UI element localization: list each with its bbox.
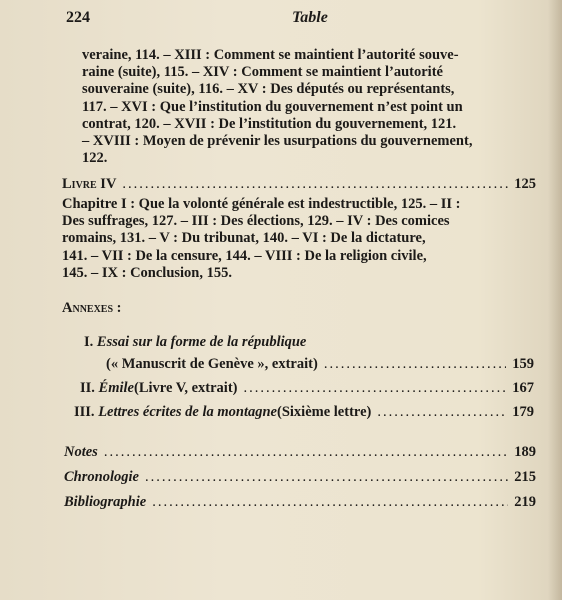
annexe-numeral: I. [84, 334, 94, 350]
annexe-extra: (Sixième lettre) [277, 404, 372, 420]
leader-dots [324, 356, 506, 373]
leader-dots [122, 176, 508, 193]
toc-line: souveraine (suite), 116. – XV : Des députés ou représentants, [82, 81, 455, 98]
back-matter-label: Chronologie [64, 469, 139, 485]
leader-dots [145, 469, 508, 486]
page-ref: 189 [514, 444, 536, 460]
livre4-chapters [62, 196, 510, 282]
page-ref: 125 [514, 176, 536, 192]
annexe-title: Émile [98, 380, 134, 396]
toc-line: raine (suite), 115. – XIV : Comment se maintient l’autorité [82, 64, 443, 81]
toc-entry-bibliographie [64, 494, 536, 511]
toc-line: veraine, 114. – XIII : Comment se maintient l’autorité souve- [82, 47, 459, 63]
leader-dots [152, 494, 508, 511]
annexe-item-i-sub [106, 356, 534, 373]
page-ref: 159 [512, 356, 534, 372]
annexe-item-ii [80, 380, 534, 397]
back-matter-label: Bibliographie [64, 494, 147, 510]
toc-line: contrat, 120. – XVII : De l’institution du gouvernement, 121. [82, 115, 457, 132]
page-number: 224 [66, 9, 90, 26]
toc-line: Chapitre I : Que la volonté générale est indestructible, 125. – II : [62, 196, 461, 212]
back-matter-label: Notes [64, 444, 98, 460]
section-title: Livre IV [62, 176, 117, 192]
annexe-subtitle: (« Manuscrit de Genève », extrait) [106, 356, 318, 372]
annexes-heading: Annexes : [62, 300, 122, 316]
leader-dots [377, 404, 506, 421]
annexe-numeral: III. [74, 404, 95, 420]
running-title: Table [292, 9, 328, 26]
livre3-tail-paragraph [82, 47, 506, 167]
toc-line: 122. [82, 150, 108, 167]
toc-entry-chronologie [64, 469, 536, 486]
annexe-extra: (Livre V, extrait) [134, 380, 238, 396]
toc-line: 141. – VII : De la censure, 144. – VIII : De la religion civile, [62, 247, 427, 264]
annexe-numeral: II. [80, 380, 95, 396]
toc-line: 145. – IX : Conclusion, 155. [62, 264, 232, 281]
annexe-title: Essai sur la forme de la république [96, 334, 307, 350]
toc-line: 117. – XVI : Que l’institution du gouvernement n’est point un [82, 98, 463, 115]
page-edge-shadow [548, 0, 562, 600]
page-ref: 219 [514, 494, 536, 510]
annexe-title: Lettres écrites de la montagne [98, 404, 277, 420]
toc-line: Des suffrages, 127. – III : Des élections, 129. – IV : Des comices [62, 213, 450, 230]
toc-entry-livre-iv [62, 176, 536, 193]
annexe-item-i [84, 334, 306, 351]
toc-entry-notes [64, 444, 536, 461]
toc-line: – XVIII : Moyen de prévenir les usurpations du gouvernement, [82, 133, 473, 150]
toc-line: romains, 131. – V : Du tribunat, 140. – VI : De la dictature, [62, 230, 426, 247]
page-ref: 167 [512, 380, 534, 396]
page-header [66, 9, 532, 31]
annexe-item-iii [74, 404, 534, 421]
page-ref: 179 [512, 404, 534, 420]
page-ref: 215 [514, 469, 536, 485]
leader-dots [244, 380, 507, 397]
leader-dots [104, 444, 508, 461]
